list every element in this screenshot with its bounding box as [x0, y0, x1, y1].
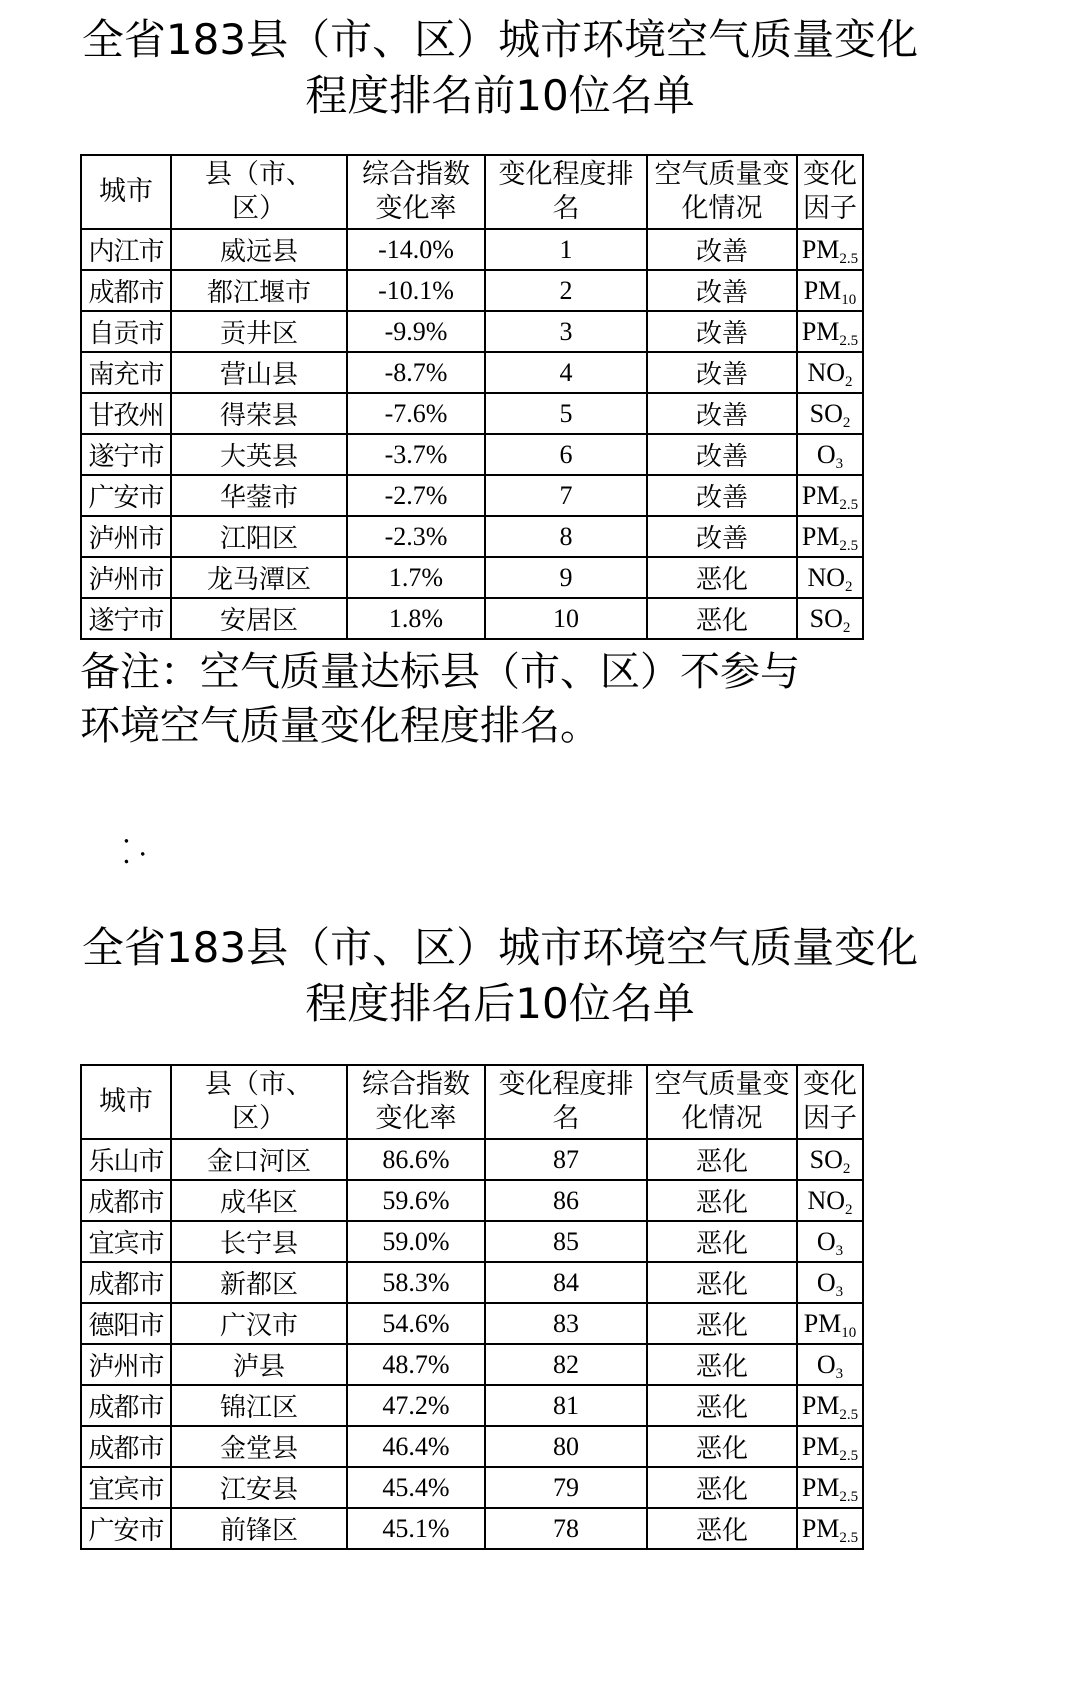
cell-rate: 59.0%	[347, 1221, 485, 1262]
cell-status: 恶化	[647, 1180, 797, 1221]
cell-factor	[797, 393, 863, 434]
cell-rank: 80	[485, 1426, 647, 1467]
cell-rate: 59.6%	[347, 1180, 485, 1221]
cell-rate: 48.7%	[347, 1344, 485, 1385]
factor-main: NO	[807, 1185, 846, 1215]
cell-factor	[797, 434, 863, 475]
cell-county: 都江堰市	[171, 270, 347, 311]
cell-county: 泸县	[171, 1344, 347, 1385]
cell-county: 金堂县	[171, 1426, 347, 1467]
cell-city: 甘孜州	[81, 393, 171, 434]
cell-rate: 47.2%	[347, 1385, 485, 1426]
cell-rate: 86.6%	[347, 1139, 485, 1180]
cell-city: 成都市	[81, 270, 171, 311]
table-row	[81, 229, 863, 270]
cell-status: 恶化	[647, 1303, 797, 1344]
header-rank: 变化程度排 名	[485, 1065, 647, 1139]
header-city: 城市	[81, 1065, 171, 1139]
table-row	[81, 1508, 863, 1549]
table1-header-row	[81, 155, 863, 229]
factor-sub: 3	[835, 1365, 844, 1382]
factor-main: PM	[801, 1513, 840, 1543]
cell-status: 改善	[647, 393, 797, 434]
factor-sub: 2	[845, 1201, 853, 1218]
cell-rate: -7.6%	[347, 393, 485, 434]
cell-city: 成都市	[81, 1262, 171, 1303]
cell-status: 恶化	[647, 598, 797, 639]
cell-status: 恶化	[647, 1385, 797, 1426]
cell-rank: 4	[485, 352, 647, 393]
factor-main: O	[816, 439, 836, 469]
header-factor: 变化 因子	[797, 155, 863, 229]
table2-title-line2: 程度排名后10位名单	[305, 979, 695, 1028]
cell-status: 改善	[647, 434, 797, 475]
cell-factor	[797, 557, 863, 598]
cell-factor	[797, 1303, 863, 1344]
cell-rate: -9.9%	[347, 311, 485, 352]
cell-city: 南充市	[81, 352, 171, 393]
header-status: 空气质量变 化情况	[647, 1065, 797, 1139]
cell-rate: -10.1%	[347, 270, 485, 311]
header-status: 空气质量变 化情况	[647, 155, 797, 229]
header-rank: 变化程度排 名	[485, 155, 647, 229]
factor-sub: 2.5	[839, 496, 859, 513]
factor-sub: 2	[842, 1160, 851, 1177]
cell-county: 锦江区	[171, 1385, 347, 1426]
cell-rate: 45.4%	[347, 1467, 485, 1508]
cell-factor	[797, 1180, 863, 1221]
cell-city: 遂宁市	[81, 434, 171, 475]
factor-main: PM	[801, 480, 840, 510]
cell-status: 恶化	[647, 1426, 797, 1467]
cell-rate: 1.8%	[347, 598, 485, 639]
factor-main: PM	[803, 1308, 842, 1338]
cell-rate: 1.7%	[347, 557, 485, 598]
table2	[80, 1064, 864, 1550]
cell-rank: 85	[485, 1221, 647, 1262]
cell-rate: 46.4%	[347, 1426, 485, 1467]
cell-factor	[797, 516, 863, 557]
cell-county: 龙马潭区	[171, 557, 347, 598]
cell-status: 恶化	[647, 1508, 797, 1549]
cell-rank: 7	[485, 475, 647, 516]
cell-county: 贡井区	[171, 311, 347, 352]
table-row	[81, 352, 863, 393]
factor-sub: 2.5	[839, 537, 859, 554]
factor-main: PM	[801, 1472, 840, 1502]
cell-rank: 5	[485, 393, 647, 434]
table-row	[81, 1221, 863, 1262]
cell-county: 安居区	[171, 598, 347, 639]
cell-status: 恶化	[647, 1262, 797, 1303]
factor-sub: 2.5	[839, 1529, 859, 1546]
table1	[80, 154, 864, 640]
cell-county: 金口河区	[171, 1139, 347, 1180]
factor-sub: 2	[842, 414, 851, 431]
cell-factor	[797, 1139, 863, 1180]
cell-county: 威远县	[171, 229, 347, 270]
table1-title-line1: 全省183县（市、区）城市环境空气质量变化	[81, 15, 919, 64]
cell-status: 改善	[647, 516, 797, 557]
factor-main: O	[816, 1349, 836, 1379]
cell-county: 营山县	[171, 352, 347, 393]
cell-status: 恶化	[647, 1344, 797, 1385]
cell-factor	[797, 1262, 863, 1303]
cell-county: 前锋区	[171, 1508, 347, 1549]
note	[80, 645, 940, 753]
table-row	[81, 1139, 863, 1180]
cell-factor	[797, 475, 863, 516]
cell-city: 广安市	[81, 1508, 171, 1549]
cell-rate: -2.7%	[347, 475, 485, 516]
cell-rate: -14.0%	[347, 229, 485, 270]
note-line2: 环境空气质量变化程度排名。	[80, 703, 600, 749]
cell-rank: 87	[485, 1139, 647, 1180]
cell-factor	[797, 598, 863, 639]
factor-sub: 2	[845, 578, 853, 595]
cell-factor	[797, 1467, 863, 1508]
cell-city: 泸州市	[81, 1344, 171, 1385]
factor-sub: 10	[841, 291, 857, 308]
factor-main: PM	[803, 275, 842, 305]
cell-factor	[797, 1508, 863, 1549]
factor-sub: 2.5	[839, 1447, 859, 1464]
cell-rate: -8.7%	[347, 352, 485, 393]
header-county: 县（市、 区）	[171, 155, 347, 229]
cell-city: 成都市	[81, 1180, 171, 1221]
cell-rank: 83	[485, 1303, 647, 1344]
cell-rate: 58.3%	[347, 1262, 485, 1303]
factor-sub: 3	[835, 455, 844, 472]
cell-rate: 54.6%	[347, 1303, 485, 1344]
factor-sub: 3	[835, 1283, 844, 1300]
table-row	[81, 1344, 863, 1385]
header-factor: 变化 因子	[797, 1065, 863, 1139]
factor-main: PM	[801, 234, 840, 264]
cell-city: 德阳市	[81, 1303, 171, 1344]
table1-title-line2: 程度排名前10位名单	[305, 71, 695, 120]
cell-rank: 82	[485, 1344, 647, 1385]
factor-main: NO	[807, 357, 846, 387]
stray-mark: ⸫	[112, 829, 150, 872]
factor-main: PM	[801, 1390, 840, 1420]
cell-city: 遂宁市	[81, 598, 171, 639]
cell-status: 恶化	[647, 1139, 797, 1180]
table-row	[81, 1180, 863, 1221]
cell-county: 江安县	[171, 1467, 347, 1508]
cell-city: 泸州市	[81, 557, 171, 598]
table-row	[81, 393, 863, 434]
factor-main: O	[816, 1267, 836, 1297]
cell-rank: 9	[485, 557, 647, 598]
table-row	[81, 270, 863, 311]
cell-city: 内江市	[81, 229, 171, 270]
cell-county: 新都区	[171, 1262, 347, 1303]
table-row	[81, 311, 863, 352]
cell-county: 华蓥市	[171, 475, 347, 516]
table-row	[81, 475, 863, 516]
cell-county: 江阳区	[171, 516, 347, 557]
cell-rank: 84	[485, 1262, 647, 1303]
factor-sub: 2	[845, 373, 853, 390]
cell-rate: -2.3%	[347, 516, 485, 557]
cell-factor	[797, 1426, 863, 1467]
factor-main: SO	[809, 603, 843, 633]
cell-rank: 79	[485, 1467, 647, 1508]
factor-sub: 2.5	[839, 332, 859, 349]
cell-rate: 45.1%	[347, 1508, 485, 1549]
factor-sub: 2.5	[839, 250, 859, 267]
table-row	[81, 1385, 863, 1426]
cell-city: 乐山市	[81, 1139, 171, 1180]
cell-rank: 6	[485, 434, 647, 475]
table-row	[81, 1426, 863, 1467]
cell-county: 广汉市	[171, 1303, 347, 1344]
factor-sub: 3	[835, 1242, 844, 1259]
cell-status: 改善	[647, 270, 797, 311]
cell-county: 长宁县	[171, 1221, 347, 1262]
factor-main: SO	[809, 398, 843, 428]
cell-rate: -3.7%	[347, 434, 485, 475]
cell-rank: 3	[485, 311, 647, 352]
cell-factor	[797, 352, 863, 393]
cell-city: 自贡市	[81, 311, 171, 352]
header-county: 县（市、 区）	[171, 1065, 347, 1139]
factor-sub: 10	[841, 1324, 857, 1341]
table2-title	[0, 920, 1000, 1032]
table2-header-row	[81, 1065, 863, 1139]
cell-rank: 1	[485, 229, 647, 270]
header-index-rate: 综合指数 变化率	[347, 155, 485, 229]
table-row	[81, 1303, 863, 1344]
cell-city: 宜宾市	[81, 1467, 171, 1508]
table-row	[81, 598, 863, 639]
factor-main: PM	[801, 521, 840, 551]
table-row	[81, 1467, 863, 1508]
cell-status: 改善	[647, 475, 797, 516]
cell-factor	[797, 1385, 863, 1426]
cell-status: 恶化	[647, 557, 797, 598]
cell-city: 广安市	[81, 475, 171, 516]
header-city: 城市	[81, 155, 171, 229]
table-row	[81, 434, 863, 475]
cell-county: 大英县	[171, 434, 347, 475]
header-index-rate: 综合指数 变化率	[347, 1065, 485, 1139]
cell-county: 成华区	[171, 1180, 347, 1221]
factor-sub: 2.5	[839, 1406, 859, 1423]
cell-rank: 10	[485, 598, 647, 639]
factor-main: NO	[807, 562, 846, 592]
cell-factor	[797, 1221, 863, 1262]
cell-status: 改善	[647, 229, 797, 270]
cell-rank: 81	[485, 1385, 647, 1426]
cell-county: 得荣县	[171, 393, 347, 434]
cell-status: 改善	[647, 352, 797, 393]
cell-status: 恶化	[647, 1221, 797, 1262]
cell-city: 成都市	[81, 1426, 171, 1467]
table-row	[81, 557, 863, 598]
factor-main: SO	[809, 1144, 843, 1174]
table1-title	[0, 12, 1000, 124]
cell-factor	[797, 1344, 863, 1385]
factor-sub: 2	[842, 619, 851, 636]
cell-status: 改善	[647, 311, 797, 352]
cell-factor	[797, 311, 863, 352]
table-row	[81, 516, 863, 557]
factor-main: PM	[801, 316, 840, 346]
table-row	[81, 1262, 863, 1303]
cell-factor	[797, 270, 863, 311]
cell-rank: 86	[485, 1180, 647, 1221]
factor-main: PM	[801, 1431, 840, 1461]
note-line1: 备注：空气质量达标县（市、区）不参与	[80, 649, 800, 695]
cell-factor	[797, 229, 863, 270]
factor-main: O	[816, 1226, 836, 1256]
factor-sub: 2.5	[839, 1488, 859, 1505]
cell-rank: 2	[485, 270, 647, 311]
cell-city: 宜宾市	[81, 1221, 171, 1262]
cell-city: 成都市	[81, 1385, 171, 1426]
table2-title-line1: 全省183县（市、区）城市环境空气质量变化	[81, 923, 919, 972]
cell-rank: 78	[485, 1508, 647, 1549]
cell-city: 泸州市	[81, 516, 171, 557]
cell-rank: 8	[485, 516, 647, 557]
cell-status: 恶化	[647, 1467, 797, 1508]
